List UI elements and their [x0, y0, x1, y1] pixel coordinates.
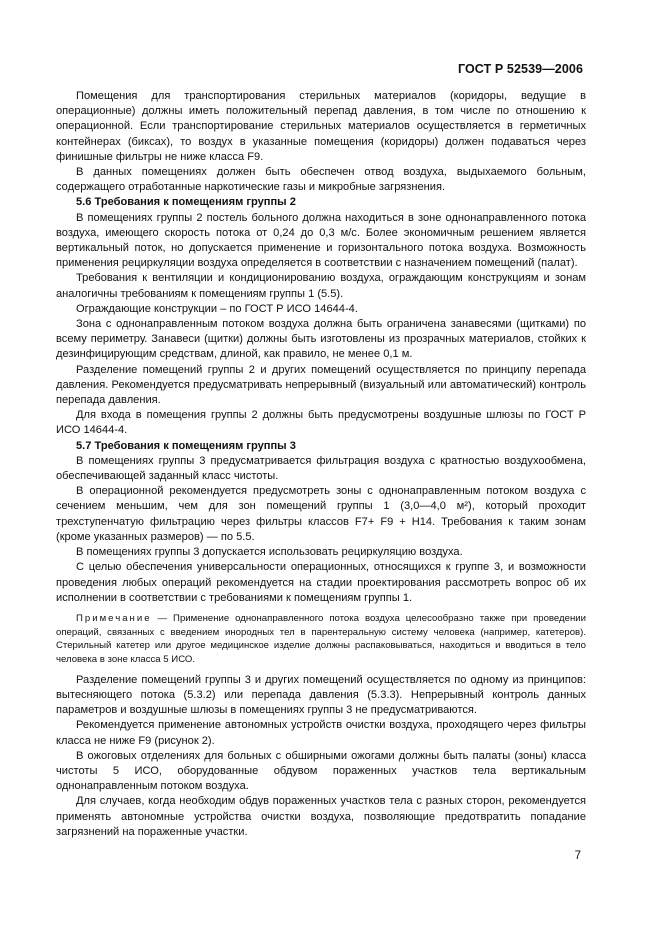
paragraph: Для случаев, когда необходим обдув пораженных участков тела с разных сторон, рекомендуется применять автономные устройства очистки воздуха, позволяющие предотвратить попадание загрязнений на пораженные участки.	[56, 795, 586, 838]
document-body	[56, 89, 586, 840]
section-heading-5-6: 5.6 Требования к помещениям группы 2	[76, 196, 296, 209]
paragraph: Разделение помещений группы 2 и других помещений осуществляется по принципу перепада давления. Рекомендуется предусматривать непрерывный (визуальный или автоматический) контроль перепада давления.	[56, 363, 586, 407]
paragraph: Требования к вентиляции и кондиционированию воздуха, ограждающим конструкциям и зонам аналогичны требованиям к помещениям группы 1 (5.5).	[56, 272, 586, 300]
paragraph: В данных помещениях должен быть обеспечен отвод воздуха, выдыхаемого больным, содержащего отработанные наркотические газы и микробные загрязнения.	[56, 166, 586, 194]
paragraph: Ограждающие конструкции – по ГОСТ Р ИСО 14644-4.	[76, 302, 358, 315]
paragraph: Зона с однонаправленным потоком воздуха должна быть ограничена занавесями (щитками) по всему периметру. Занавеси (щитки) должны быть изготовлены из прозрачных материалов, стойких к дезинфицирующим средствам, длиной, как правило, не менее 0,1 м.	[56, 318, 586, 361]
paragraph: В помещениях группы 3 предусматривается фильтрация воздуха с кратностью воздухообмена, обеспечивающей заданный класс чистоты.	[56, 454, 586, 483]
paragraph: Для входа в помещения группы 2 должны быть предусмотрены воздушные шлюзы по ГОСТ Р ИСО 14644-4.	[56, 409, 586, 437]
paragraph: В помещениях группы 2 постель больного должна находиться в зоне однонаправленного потока воздуха, имеющего скорость потока от 0,24 до 0,3 м/с. Более экономичным решением является вертикальный поток, но допускается применение и горизонтального потока воздуха. Возможность применения рециркуляции воздуха определяется в соответствии с назначением помещений (палат).	[56, 211, 586, 270]
note-label: Примечание	[76, 612, 152, 624]
paragraph: Разделение помещений группы 3 и других помещений осуществляется по одному из принципов: вытесняющего потока (5.3.2) или перепада давления (5.3.3). Непрерывный контроль данных параметров и воздушные шлюзы в помещениях группы 3 не предусматриваются.	[56, 673, 586, 717]
paragraph: Рекомендуется применение автономных устройств очистки воздуха, проходящего через фильтры класса не ниже F9 (рисунок 2).	[56, 719, 586, 747]
section-heading-5-7: 5.7 Требования к помещениям группы 3	[76, 439, 296, 452]
note	[56, 612, 586, 667]
standard-header: ГОСТ Р 52539—2006	[457, 62, 583, 76]
paragraph: В ожоговых отделениях для больных с обширными ожогами должны быть палаты (зоны) класса чистоты 5 ИСО, оборудованные обдувом пораженных участков тела вертикальным однонаправленным потоком воздуха.	[56, 749, 586, 793]
paragraph: В операционной рекомендуется предусмотреть зоны с однонаправленным потоком воздуха с сечением меньшим, чем для зон помещений группы 1 (3,0—4,0 м²), который проходит трехступенчатую фильтрацию через фильтры классов F7+ F9 + H14. Требования к таким зонам (кроме указанных размеров) — по 5.5.	[56, 485, 586, 543]
paragraph: В помещениях группы 3 допускается использовать рециркуляцию воздуха.	[76, 546, 463, 559]
paragraph: Помещения для транспортирования стерильных материалов (коридоры, ведущие в операционные) должны иметь положительный перепад давления, в том числе по отношению к операционной. Если транспортирование стерильных материалов осуществляется в герметичных контейнерах (биксах), то воздух в указанные помещения (коридоры) должен подаваться через финишные фильтры не ниже класса F9.	[56, 90, 586, 163]
page-number: 7	[574, 850, 581, 862]
paragraph: С целью обеспечения универсальности операционных, относящихся к группе 3, и возможности проведения любых операций рекомендуется на стадии проектирования рассмотреть вопрос об их исполнении в соответствии с требованиями к помещениям группы 1.	[56, 561, 586, 604]
note-text: — Применение однонаправленного потока воздуха целесообразно также при проведении операций, связанных с введением инородных тел в парентеральную систему человека (например, катетеров). Стерильный катетер или другое медицинское изделие должны распаковываться, находиться и вводиться в тело человека в зоне класса 5 ИСО.	[56, 612, 586, 666]
